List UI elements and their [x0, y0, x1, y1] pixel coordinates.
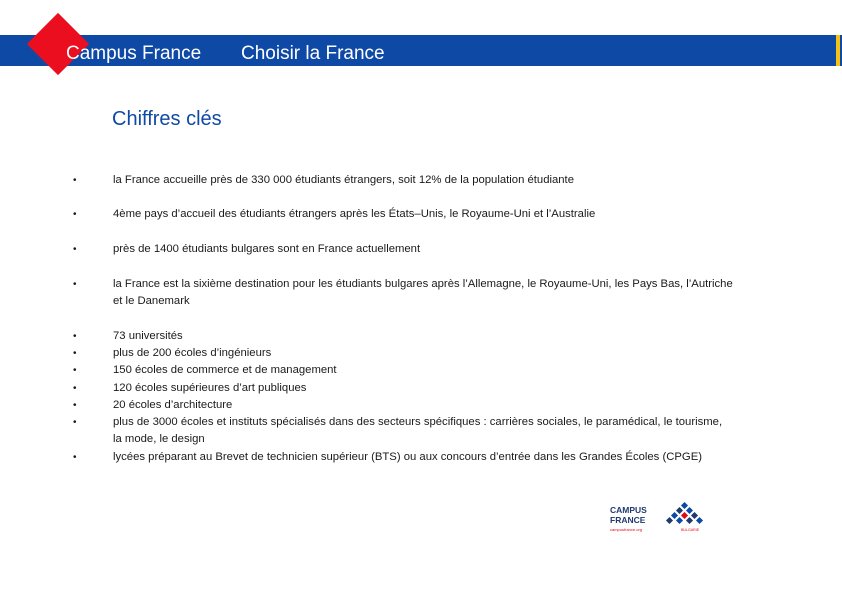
campus-france-logo — [609, 500, 709, 540]
bullet-icon: • — [73, 331, 77, 342]
bullet-icon: • — [73, 279, 77, 290]
list-item-text: la France accueille près de 330 000 étudiants étrangers, soit 12% de la population étudiante — [113, 174, 574, 186]
logo-url: campusfrance.org — [610, 527, 643, 532]
bullet-icon: • — [73, 175, 77, 186]
list-item-text: 73 universités — [113, 330, 183, 342]
list-item-text: lycées préparant au Brevet de technicien supérieur (BTS) ou aux concours d’entrée dans les Grandes Écoles (CPGE) — [113, 451, 702, 463]
list-item-text: plus de 200 écoles d’ingénieurs — [113, 347, 272, 359]
bullet-icon: • — [73, 244, 77, 255]
list-item-text: 4ème pays d’accueil des étudiants étrangers après les États–Unis, le Royaume-Uni et l’Australie — [113, 208, 596, 220]
bullet-icon: • — [73, 348, 77, 359]
logo-pyramid-icon — [666, 502, 703, 524]
logo-text-campus: CAMPUS — [610, 505, 647, 515]
header-brand: Campus France — [66, 43, 202, 64]
bullet-icon: • — [73, 383, 77, 394]
bullet-icon: • — [73, 400, 77, 411]
header-accent-stripe — [836, 35, 840, 66]
logo-country: BULGARIE — [681, 528, 700, 532]
list-item-text: plus de 3000 écoles et instituts spécialisés dans des secteurs spécifiques : carrières sociales, le paramédical, le tourisme, la mode, le design — [113, 416, 723, 446]
list-item-text: près de 1400 étudiants bulgares sont en France actuellement — [113, 243, 421, 255]
header-section-title: Choisir la France — [241, 43, 385, 64]
list-item-text: la France est la sixième destination pour les étudiants bulgares après l’Allemagne, le Royaume-Uni, les Pays Bas, l’Autriche et le Danemark — [113, 278, 733, 308]
list-item-text: 150 écoles de commerce et de management — [113, 364, 337, 376]
bullet-icon: • — [73, 365, 77, 376]
bullet-icon: • — [73, 452, 77, 463]
list-item-text: 120 écoles supérieures d’art publiques — [113, 382, 307, 394]
list-item-text: 20 écoles d’architecture — [113, 399, 233, 411]
logo-text-france: FRANCE — [610, 515, 646, 525]
bullet-icon: • — [73, 209, 77, 220]
page-title: Chiffres clés — [112, 108, 222, 130]
bullet-icon: • — [73, 417, 77, 428]
